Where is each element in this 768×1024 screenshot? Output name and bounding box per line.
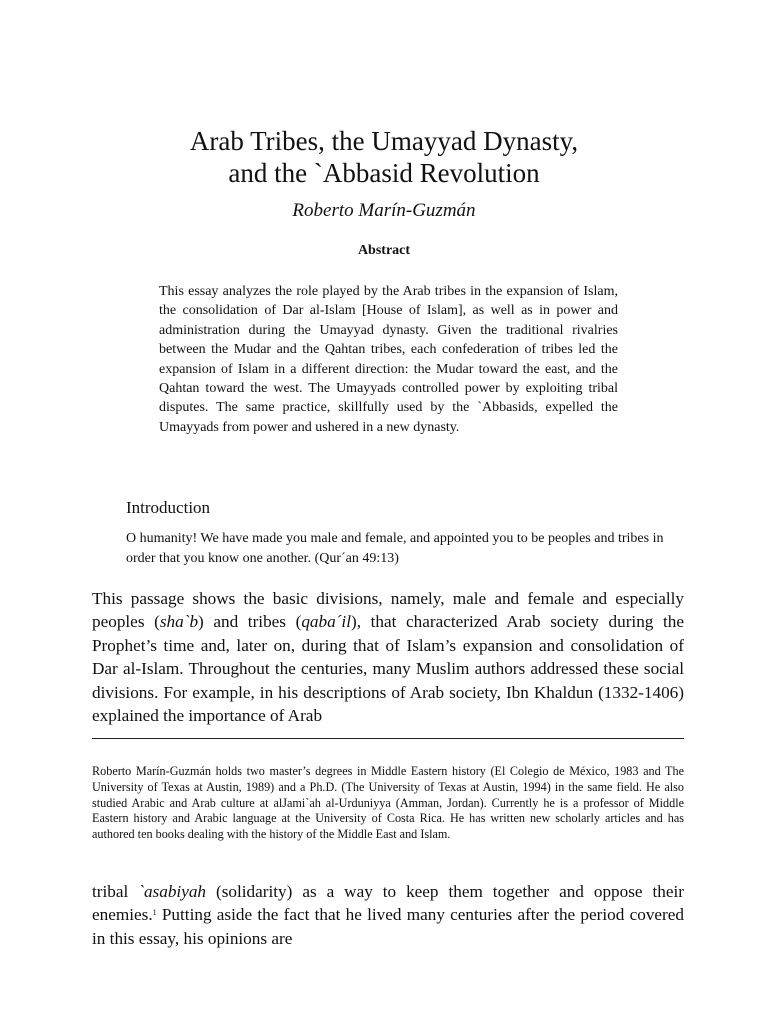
body-paragraph-1 xyxy=(92,587,684,727)
term-asabiyah: `asabiyah xyxy=(138,882,207,901)
footnote-reference[interactable]: 1 xyxy=(152,908,157,918)
term-sha-b: sha`b xyxy=(159,612,199,632)
article-title-line-1: Arab Tribes, the Umayyad Dynasty, xyxy=(189,126,579,156)
footnote-separator xyxy=(92,738,684,739)
abstract-body: This essay analyzes the role played by the Arab tribes in the expansion of Islam, the consolidation of Dar al-Islam [House of Islam], as well as in power and administration during the Umayyad dynasty. Given the traditional rivalries between the Mudar and the Qahtan tribes, each confederation of tribes led the expansion of Islam in a different direction: the Mudar toward the east, and the Qahtan toward the west. The Umayyads controlled power by exploiting tribal disputes. The same practice, skillfully used by the `Abbasids, expelled the Umayyads from power and ushered in a new dynasty. xyxy=(159,284,618,435)
term-qabail: qaba´il xyxy=(301,612,351,632)
article-title-line-2: and the `Abbasid Revolution xyxy=(228,158,540,188)
abstract-heading: Abstract xyxy=(357,243,411,258)
body-paragraph-2 xyxy=(92,880,684,950)
author-name: Roberto Marín-Guzmán xyxy=(292,200,476,221)
epigraph-quote: O humanity! We have made you male and female, and appointed you to be peoples and tribes in order that you know one another. (Qur´an 49:13) xyxy=(126,531,664,566)
paragraph-2-text-a: tribal xyxy=(92,882,139,901)
paragraph-2-text-c: Putting aside the fact that he lived many centuries after the period covered in this essay, his opinions are xyxy=(92,905,684,948)
paragraph-1-text-c: ), that characterized Arab society during the Prophet’s time and, later on, during that of Islam’s expansion and consolidation of Dar al-Islam. Throughout the centuries, many Muslim authors addressed these social divisions. For example, in his descriptions of Arab society, Ibn Khaldun (1332-1406) explained the importance of Arab xyxy=(92,612,684,726)
paragraph-1-text-a: This passage shows the basic divisions, namely, male and female and especially peoples ( xyxy=(92,589,684,632)
paragraph-1-text-b: ) and tribes ( xyxy=(198,612,302,632)
paragraph-2-text-b: (solidarity) as a way to keep them together and oppose their enemies. xyxy=(92,882,684,925)
introduction-heading: Introduction xyxy=(126,498,211,517)
author-bio-footnote: Roberto Marín-Guzmán holds two master’s degrees in Middle Eastern history (El Colegio de México, 1983 and The University of Texas at Austin, 1989) and a Ph.D. (The University of Texas at Austin, 1994) in the same field. He also studied Arabic and Arab culture at alJami`ah al-Urduniyya (Amman, Jordan). Currently he is a professor of Middle Eastern history and Arabic language at the University of Costa Rica. He has written new scholarly articles and has authored ten books dealing with the history of the Middle East and Islam. xyxy=(92,764,684,842)
